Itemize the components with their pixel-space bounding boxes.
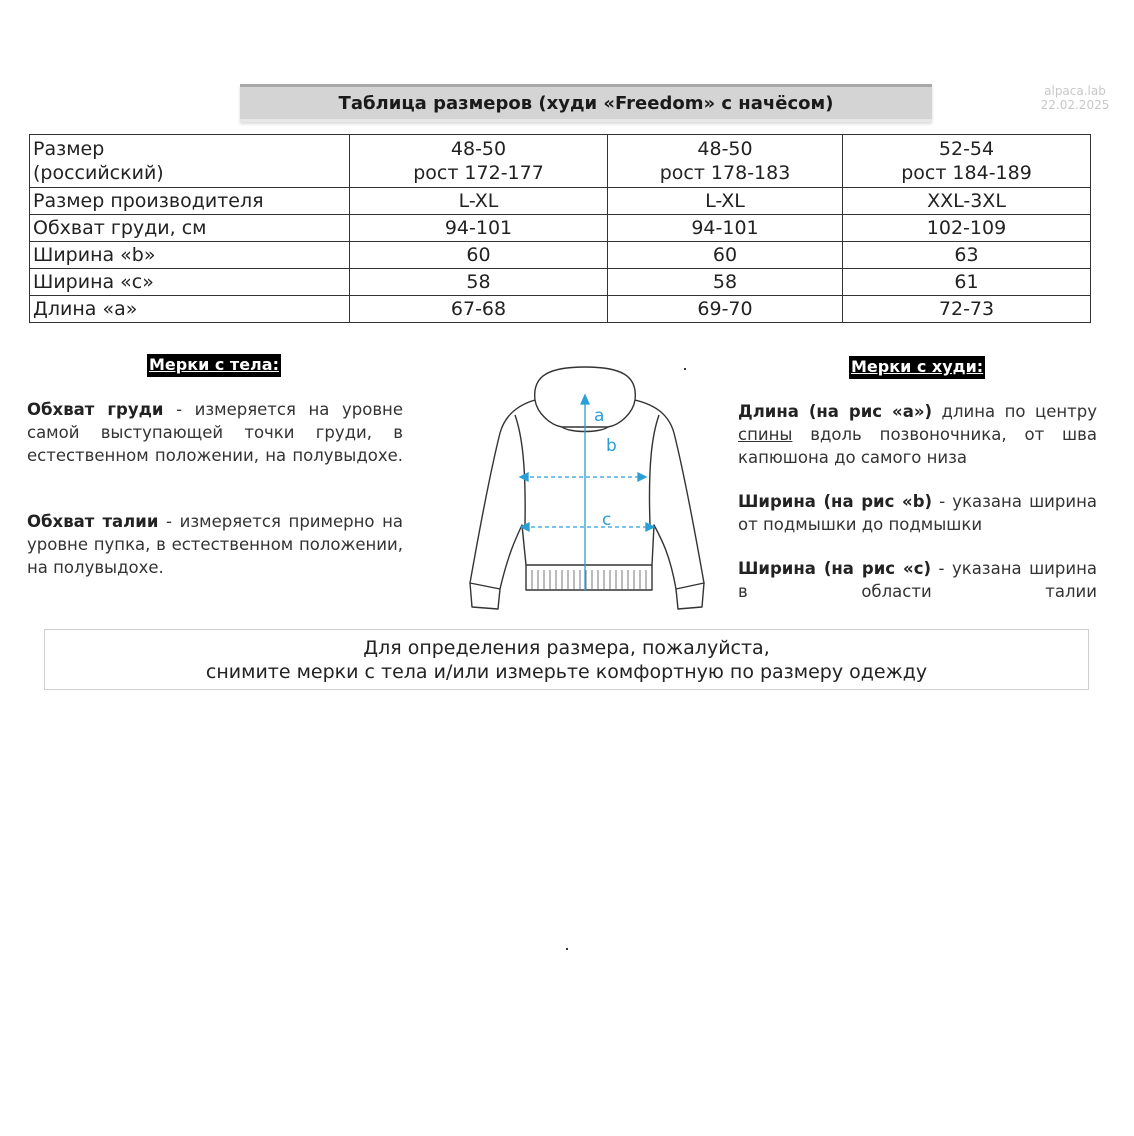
- notice-box: [44, 629, 1089, 690]
- hoodie-left-sleeve-seam: [515, 415, 525, 525]
- table-cell: 94-101: [350, 215, 608, 242]
- table-cell: 58: [608, 269, 843, 296]
- table-cell: L-XL: [608, 188, 843, 215]
- row-label: Ширина «b»: [30, 242, 350, 269]
- table-row: [30, 242, 1091, 269]
- stray-dot: [684, 368, 686, 370]
- label-a: a: [594, 406, 605, 426]
- notice-line-2: снимите мерки с тела и/или измерьте комфортную по размеру одежду: [205, 660, 928, 683]
- table-header-row: [30, 135, 1091, 188]
- table-cell: 102-109: [843, 215, 1091, 242]
- row-label: Обхват груди, см: [30, 215, 350, 242]
- table-row: [30, 269, 1091, 296]
- hoodie-right-sleeve-seam: [649, 415, 659, 525]
- notice-line-1: Для определения размера, пожалуйста,: [363, 636, 770, 659]
- row-label: Размер производителя: [30, 188, 350, 215]
- size-table: [29, 134, 1091, 323]
- hoodie-measures-heading: Мерки с худи:: [849, 356, 985, 379]
- table-cell: 60: [350, 242, 608, 269]
- table-cell: 61: [843, 269, 1091, 296]
- table-cell: 67-68: [350, 296, 608, 323]
- hoodie-left-cuff: [470, 583, 500, 609]
- header-cell: 48-50 рост 172-177: [350, 135, 608, 188]
- stray-dot: [566, 948, 568, 950]
- table-cell: 94-101: [608, 215, 843, 242]
- table-cell: 72-73: [843, 296, 1091, 323]
- watermark: [1030, 84, 1120, 112]
- body-measures-heading: Мерки с тела:: [147, 354, 281, 377]
- table-cell: 60: [608, 242, 843, 269]
- row-label: Ширина «c»: [30, 269, 350, 296]
- page-title: Таблица размеров (худи «Freedom» с начёсом): [240, 84, 932, 122]
- hoodie-diagram: [440, 355, 730, 615]
- hoodie-body: [470, 400, 704, 589]
- header-cell: 52-54 рост 184-189: [843, 135, 1091, 188]
- row-label: Длина «a»: [30, 296, 350, 323]
- table-row: [30, 188, 1091, 215]
- label-b: b: [606, 436, 617, 456]
- watermark-date: 22.02.2025: [1040, 98, 1110, 112]
- header-cell: 48-50 рост 178-183: [608, 135, 843, 188]
- label-c: c: [602, 510, 612, 530]
- table-row: [30, 296, 1091, 323]
- length-description: Длина (на рис «a») длина по центру спины вдоль позвоночника, от шва капюшона до самого низа: [738, 402, 1097, 467]
- table-cell: 58: [350, 269, 608, 296]
- width-b-description: Ширина (на рис «b) - указана ширина от подмышки до подмышки: [738, 492, 1097, 534]
- chest-description: Обхват груди - измеряется на уровне самой выступающей точки груди, в естественном положении, на полувыдохе.: [27, 400, 403, 465]
- hoodie-hem: [526, 565, 652, 590]
- width-c-description: Ширина (на рис «c) - указана ширина в области талии: [738, 559, 1097, 601]
- table-cell: 69-70: [608, 296, 843, 323]
- table-cell: XXL-3XL: [843, 188, 1091, 215]
- hoodie-right-cuff: [676, 583, 704, 609]
- watermark-brand: alpaca.lab: [1044, 84, 1106, 98]
- table-cell: 63: [843, 242, 1091, 269]
- table-cell: L-XL: [350, 188, 608, 215]
- header-label: Размер (российский): [30, 135, 350, 188]
- table-row: [30, 215, 1091, 242]
- waist-description: Обхват талии - измеряется примерно на уровне пупка, в естественном положении, на полувыдохе.: [27, 512, 404, 577]
